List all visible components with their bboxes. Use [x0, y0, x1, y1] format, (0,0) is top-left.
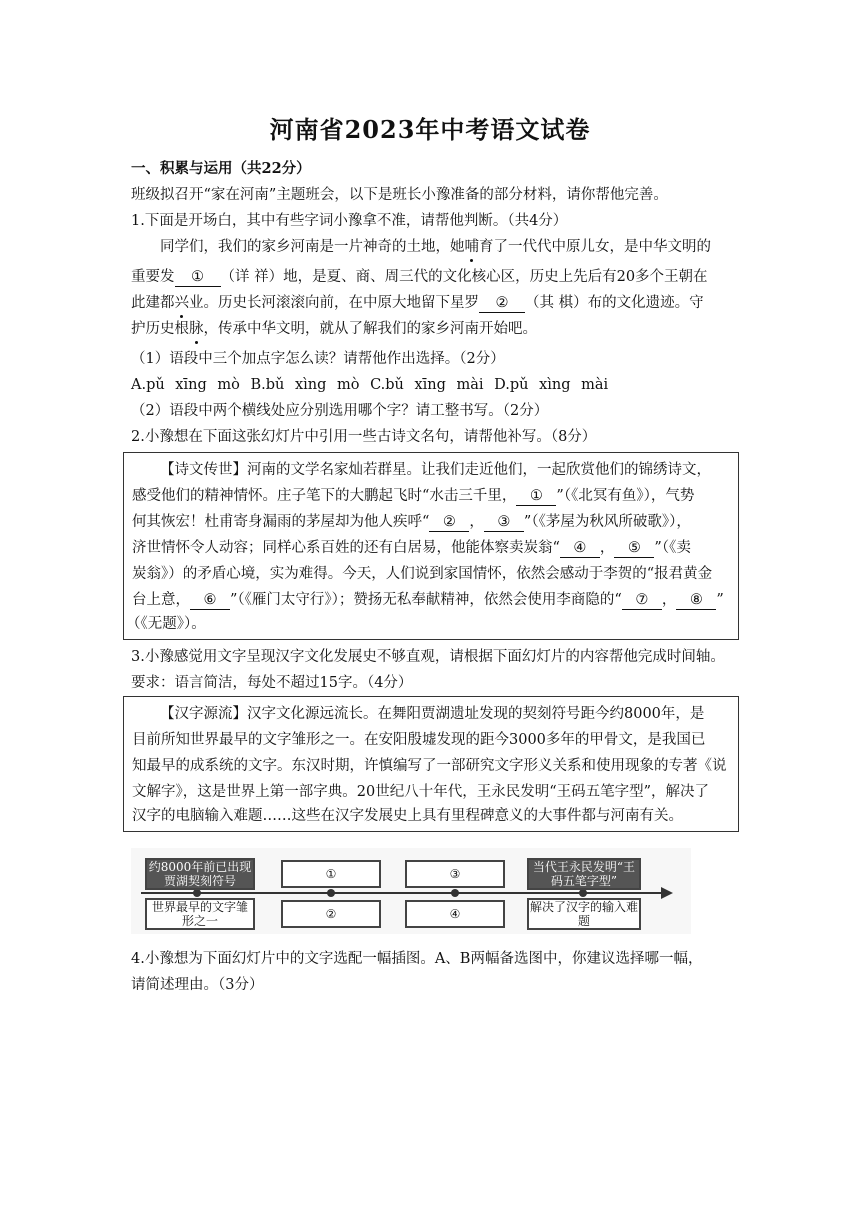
text: 同学们，我们的家乡河南是一片神奇的土地，她: [160, 239, 465, 255]
timeline-figure: [131, 848, 691, 934]
q4-stem-1: 4.小豫想为下面幻灯片中的文字选配一幅插图。A、B两幅备选图中，你建议选择哪一幅，: [131, 951, 703, 967]
page-title: 河南省2023年中考语文试卷: [269, 115, 591, 144]
q4-stem-2: 请简述理由。（3分）: [131, 977, 264, 993]
text: 济世情怀令人动容；同样心系百姓的还有白居易，他能体察卖炭翁“: [132, 540, 560, 556]
q3-line-5: 汉字的电脑输入难题……这些在汉字发展史上具有里程碑意义的大事件都与河南有关。: [132, 808, 683, 824]
blank-q2-2[interactable]: ②: [429, 513, 469, 532]
blank-2[interactable]: ②: [479, 294, 525, 313]
timeline-node-top-2[interactable]: ①: [281, 860, 381, 888]
q2-line-5: 炭翁》）的矛盾心境，实为难得。今天，人们说到家国情怀，依然会感动于李贺的“报君黄金: [132, 566, 713, 582]
timeline-node-top-1: 约8000年前已出现贾湖契刻符号: [145, 858, 255, 890]
q3-slide-box: [123, 696, 739, 832]
section-heading: 一、积累与运用（共22分）: [131, 160, 311, 177]
timeline-dot: [451, 889, 459, 897]
text: 业。历史长河滚滚向前，在中原大地留下星罗: [189, 295, 479, 311]
text: ”（《雁门太守行》）；赞扬无私奉献精神，依然会使用李商隐的“: [230, 592, 622, 608]
text: 此建都: [131, 295, 175, 311]
text: （其 棋）布的文化遗迹。守: [525, 295, 704, 311]
timeline-dot: [327, 889, 335, 897]
q3-stem-1: 3.小豫感觉用文字呈现汉字文化发展史不够直观，请根据下面幻灯片的内容帮他完成时间轴。: [131, 649, 725, 665]
dotted-char: 哺: [465, 236, 480, 258]
q1-paragraph-line-1: [160, 236, 711, 258]
q1-paragraph-line-2: [131, 266, 708, 288]
q3-line-1: 【汉字源流】汉字文化源远流长。在舞阳贾湖遗址发现的契刻符号距今约8000年，是: [160, 706, 705, 722]
q2-line-6: 台上意， ⑥ ”（《雁门太守行》）；赞扬无私奉献精神，依然会使用李商隐的“ ⑦ ， ⑧ ”: [132, 592, 724, 608]
text: ”（《北冥有鱼》），气势: [556, 488, 695, 504]
blank-q2-6[interactable]: ⑥: [190, 591, 230, 610]
blank-q2-1[interactable]: ①: [516, 487, 556, 506]
q2-line-2: [132, 485, 694, 507]
text: 感受他们的精神情怀。庄子笔下的大鹏起飞时“水击三千里，: [132, 488, 517, 504]
intro-text: 班级拟召开“家在河南”主题班会，以下是班长小豫准备的部分材料，请你帮他完善。: [131, 187, 668, 203]
text: ”（《卖: [654, 540, 691, 556]
q2-line-1: 【诗文传世】河南的文学名家灿若群星。让我们走近他们，一起欣赏他们的锦绣诗文，: [160, 462, 711, 478]
q1-options: A.pǔ xīng mò B.bǔ xìng mò C.bǔ xīng mài D.pǔ xìng mài: [131, 377, 609, 393]
q2-line-7: （《无题》）。: [126, 616, 206, 632]
timeline-node-bottom-3[interactable]: ④: [405, 900, 505, 928]
q3-stem-2: 要求：语言简洁，每处不超过15字。（4分）: [131, 675, 413, 691]
q1-sub-question-2: （2）语段中两个横线处应分别选用哪个字？请工整书写。（2分）: [131, 403, 549, 419]
q1-stem: 1.下面是开场白，其中有些字词小豫拿不准，请帮他判断。（共4分）: [131, 213, 568, 229]
dotted-char: 兴: [175, 292, 190, 314]
text: ”: [716, 592, 724, 608]
text: ，传承中华文明，就从了解我们的家乡河南开始吧。: [203, 321, 537, 337]
q1-paragraph-line-3: [131, 292, 704, 314]
text: （详 祥）地，是夏、商、周三代的文化核心区，历史上先后有20多个王朝在: [220, 269, 708, 285]
q3-line-3: 知最早的成系统的文字。东汉时期，许慎编写了一部研究文字形义关系和使用现象的专著《说: [132, 758, 727, 774]
q2-line-3: 何其恢宏！杜甫寄身漏雨的茅屋却为他人疾呼“ ② ， ③ ”（《茅屋为秋风所破歌》），: [132, 514, 691, 530]
timeline-node-bottom-1: 世界最早的文字雏形之一: [145, 898, 255, 930]
text: 重要发: [131, 269, 175, 285]
blank-q2-4[interactable]: ④: [560, 539, 600, 558]
timeline-dot: [193, 889, 201, 897]
text: 何其恢宏！杜甫寄身漏雨的茅屋却为他人疾呼“: [132, 514, 430, 530]
q3-line-2: 目前所知世界最早的文字雏形之一。在安阳殷墟发现的距今3000多年的甲骨文，是我国已: [132, 732, 706, 748]
text: 台上意，: [132, 592, 190, 608]
text: 育了一代代中原儿女，是中华文明的: [479, 239, 711, 255]
q1-paragraph-line-4: [131, 318, 537, 340]
q2-stem: 2.小豫想在下面这张幻灯片中引用一些古诗文名句，请帮他补写。（8分）: [131, 429, 597, 445]
blank-q2-7[interactable]: ⑦: [622, 591, 662, 610]
blank-1[interactable]: ①: [175, 268, 221, 287]
blank-q2-8[interactable]: ⑧: [676, 591, 716, 610]
text: ”（《茅屋为秋风所破歌》），: [523, 514, 691, 530]
timeline-arrow: [661, 887, 673, 899]
timeline-node-bottom-2[interactable]: ②: [281, 900, 381, 928]
blank-q2-3[interactable]: ③: [484, 513, 524, 532]
q2-slide-box: [123, 452, 739, 640]
timeline-node-top-4: 当代王永民发明“王码五笔字型”: [527, 858, 641, 890]
q3-line-4: 文解字》，这是世界上第一部字典。20世纪八十年代，王永民发明“王码五笔字型”，解决了: [132, 784, 710, 800]
timeline-node-bottom-4: 解决了汉字的输入难题: [527, 898, 641, 930]
q1-sub-question-1: （1）语段中三个加点字怎么读？请帮他作出选择。（2分）: [131, 351, 505, 367]
text: 护历史根: [131, 321, 189, 337]
dotted-char: 脉: [189, 318, 204, 340]
timeline-dot: [579, 889, 587, 897]
timeline-node-top-3[interactable]: ③: [405, 860, 505, 888]
q2-line-4: 济世情怀令人动容；同样心系百姓的还有白居易，他能体察卖炭翁“ ④ ， ⑤ ”（《卖: [132, 540, 691, 556]
blank-q2-5[interactable]: ⑤: [614, 539, 654, 558]
